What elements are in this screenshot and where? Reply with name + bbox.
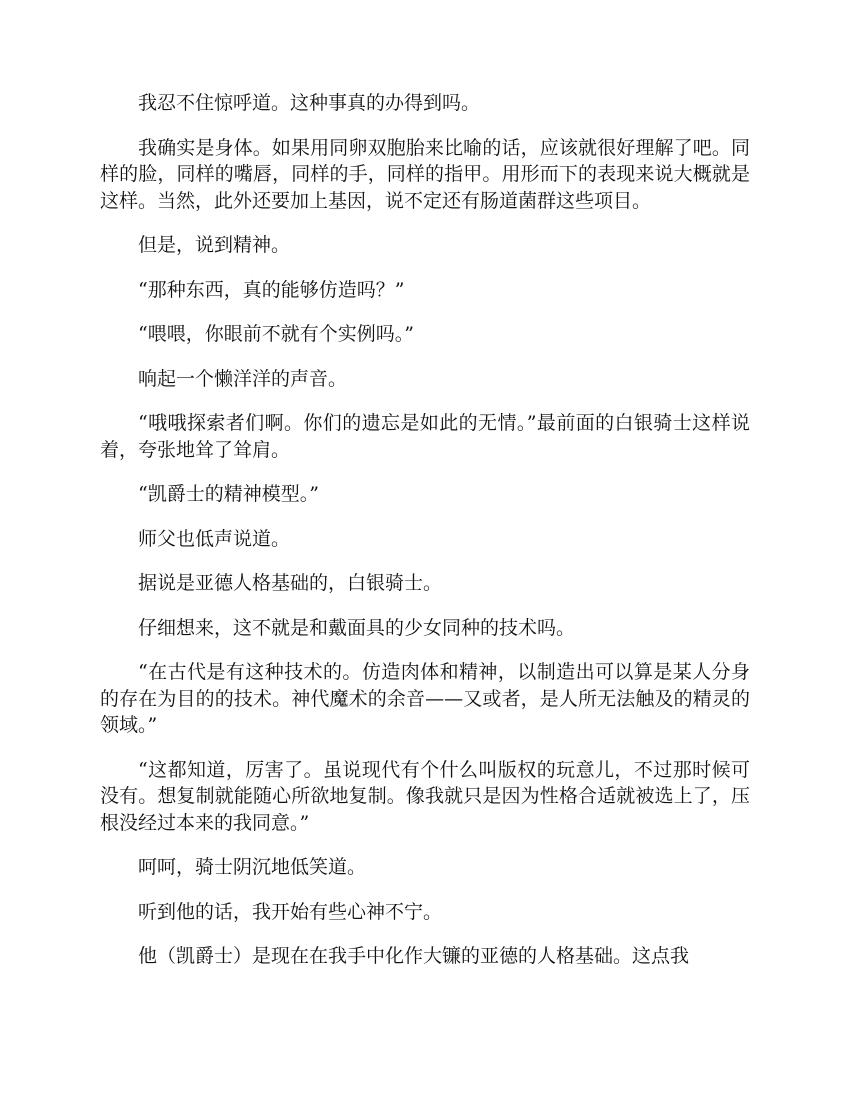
paragraph: 响起一个懒洋洋的声音。 — [138, 367, 348, 390]
paragraph: “哦哦探索者们啊。你们的遗忘是如此的无情。”最前面的白银骑士这样说着，夸张地耸了耸肩。 — [100, 412, 750, 461]
paragraph: “那种东西，真的能够仿造吗？” — [138, 278, 405, 301]
paragraph: “这都知道，厉害了。虽说现代有个什么叫版权的玩意儿，不过那时候可没有。想复制就能随心所欲地复制。像我就只是因为性格合适就被选上了，压根没经过本来的我同意。” — [100, 758, 750, 834]
paragraph: “喂喂，你眼前不就有个实例吗。” — [138, 323, 414, 345]
paragraph: 我确实是身体。如果用同卵双胞胎来比喻的话，应该就很好理解了吧。同样的脸，同样的嘴唇，同样的手，同样的指甲。用形而下的表现来说大概就是这样。当然，此外还要加上基因，说不定还有肠道菌群这些项目。 — [100, 136, 750, 212]
paragraph: 据说是亚德人格基础的，白银骑士。 — [138, 572, 443, 594]
paragraph: 他（凯爵士）是现在在我手中化作大镰的亚德的人格基础。这点我 — [138, 945, 690, 967]
paragraph: 但是，说到精神。 — [138, 234, 291, 256]
paragraph: 仔细想来，这不就是和戴面具的少女同种的技术吗。 — [138, 616, 576, 639]
paragraph: 听到他的话，我开始有些心神不宁。 — [138, 900, 443, 923]
paragraph: “凯爵士的精神模型。” — [138, 483, 319, 505]
paragraph: 师父也低声说道。 — [138, 527, 291, 550]
document-page — [100, 90, 750, 988]
paragraph: 我忍不住惊呼道。这种事真的办得到吗。 — [138, 92, 481, 114]
paragraph: “在古代是有这种技术的。仿造肉体和精神，以制造出可以算是某人分身的存在为目的的技术。神代魔术的余音——又或者，是人所无法触及的精灵的领域。” — [100, 661, 750, 736]
paragraph: 呵呵，骑士阴沉地低笑道。 — [138, 856, 367, 878]
